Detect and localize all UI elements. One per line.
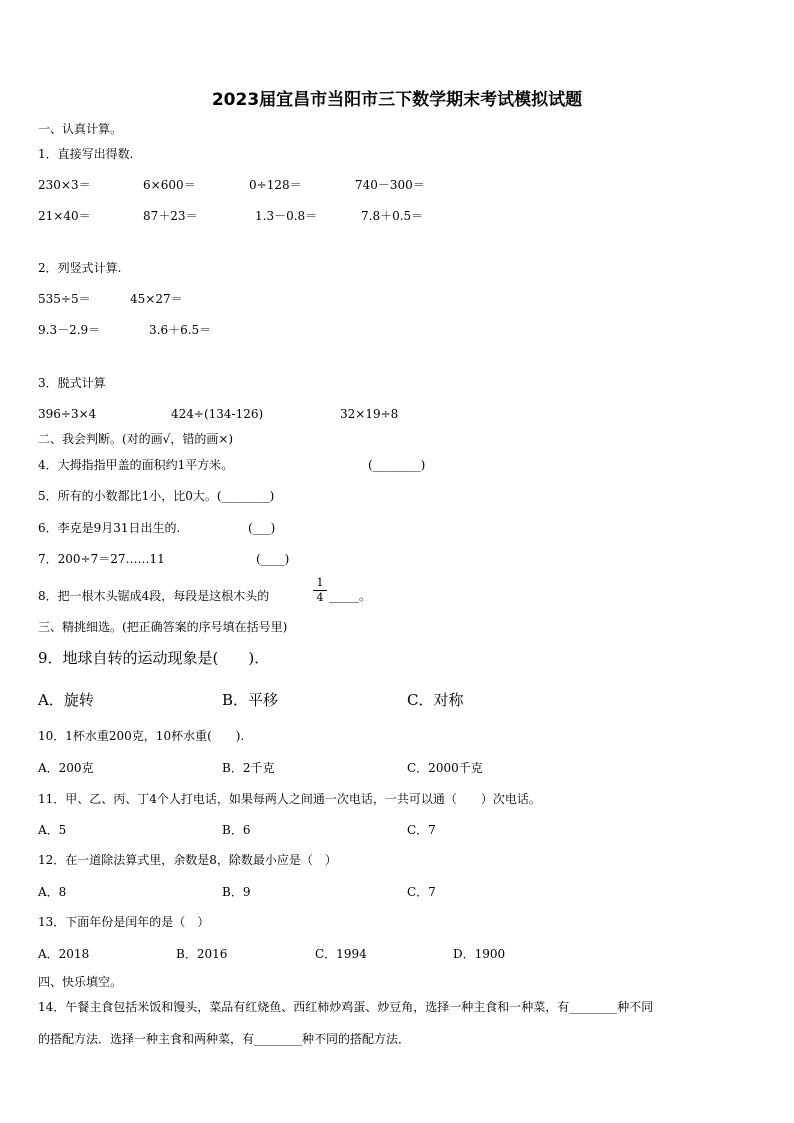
q10-option: C．2000千克 [407, 761, 483, 775]
q8-text: 8．把一根木头锯成4段，每段是这根木头的 [38, 589, 270, 603]
section2-heading: 二、我会判断。(对的画√，错的画×) [38, 432, 234, 446]
q7-answer-blank: (____) [256, 552, 290, 566]
q1-item: 1.3－0.8＝ [255, 209, 318, 223]
q13-option: C．1994 [315, 947, 367, 961]
q8-fraction [313, 577, 327, 604]
q14-line1: 14．午餐主食包括米饭和馒头，菜品有红烧鱼、西红柿炒鸡蛋、炒豆角，选择一种主食和一种菜，有________种不同 [38, 1000, 654, 1014]
q12-option: A．8 [38, 885, 67, 899]
page-title: 2023届宜昌市当阳市三下数学期末考试模拟试题 [211, 90, 583, 110]
q6-answer-blank: (___) [248, 521, 276, 535]
section3-heading: 三、精挑细选。(把正确答案的序号填在括号里) [38, 620, 288, 634]
q11-option: C．7 [407, 823, 436, 837]
fraction-numerator: 1 [316, 576, 324, 589]
q1-item: 87＋23＝ [143, 209, 198, 223]
q11-text: 11．甲、乙、丙、丁4个人打电话，如果每两人之间通一次电话，一共可以通（ ）次电话。 [38, 792, 541, 806]
q2-item: 3.6＋6.5＝ [149, 323, 212, 337]
q12-option: C．7 [407, 885, 436, 899]
q3-item: 32×19÷8 [340, 407, 399, 421]
q9-option: A．旋转 [38, 691, 94, 709]
q1-item: 6×600＝ [143, 178, 196, 192]
q11-option: B．6 [222, 823, 251, 837]
q4-answer-blank: (________) [368, 458, 426, 472]
q2-item: 45×27＝ [130, 292, 183, 306]
q2-label: 2．列竖式计算. [38, 261, 122, 275]
q2-item: 535÷5＝ [38, 292, 91, 306]
q2-item: 9.3－2.9＝ [38, 323, 101, 337]
q1-item: 0÷128＝ [249, 178, 302, 192]
q7-text: 7．200÷7＝27……11 [38, 552, 165, 566]
q10-text: 10．1杯水重200克，10杯水重( ). [38, 729, 245, 743]
q12-option: B．9 [222, 885, 251, 899]
q12-text: 12．在一道除法算式里，余数是8，除数最小应是（ ） [38, 853, 337, 867]
q1-item: 740－300＝ [355, 178, 425, 192]
fraction-denominator: 4 [316, 591, 324, 604]
q9-option: B．平移 [222, 691, 279, 709]
q10-option: B．2千克 [222, 761, 275, 775]
q6-text: 6．李克是9月31日出生的. [38, 521, 181, 535]
q3-label: 3．脱式计算 [38, 376, 106, 390]
q13-option: B．2016 [176, 947, 228, 961]
q1-item: 7.8＋0.5＝ [361, 209, 424, 223]
q3-item: 424÷(134-126) [171, 407, 264, 421]
q8-answer-blank: _____。 [329, 589, 372, 603]
q13-text: 13．下面年份是闰年的是（ ） [38, 915, 210, 929]
q9-text: 9．地球自转的运动现象是( )． [38, 649, 270, 667]
q1-label: 1．直接写出得数. [38, 147, 134, 161]
q3-item: 396÷3×4 [38, 407, 97, 421]
q11-option: A．5 [38, 823, 67, 837]
q9-option: C．对称 [407, 691, 464, 709]
q10-option: A．200克 [38, 761, 94, 775]
q4-text: 4．大拇指指甲盖的面积约1平方米。 [38, 458, 234, 472]
q13-option: A．2018 [38, 947, 90, 961]
q13-option: D．1900 [453, 947, 506, 961]
q5-text: 5．所有的小数都比1小，比0大。(________) [38, 489, 275, 503]
q14-line2: 的搭配方法．选择一种主食和两种菜，有________种不同的搭配方法． [38, 1032, 411, 1046]
section4-heading: 四、快乐填空。 [38, 975, 123, 989]
q1-item: 21×40＝ [38, 209, 91, 223]
section1-heading: 一、认真计算。 [38, 122, 123, 136]
q1-item: 230×3＝ [38, 178, 91, 192]
